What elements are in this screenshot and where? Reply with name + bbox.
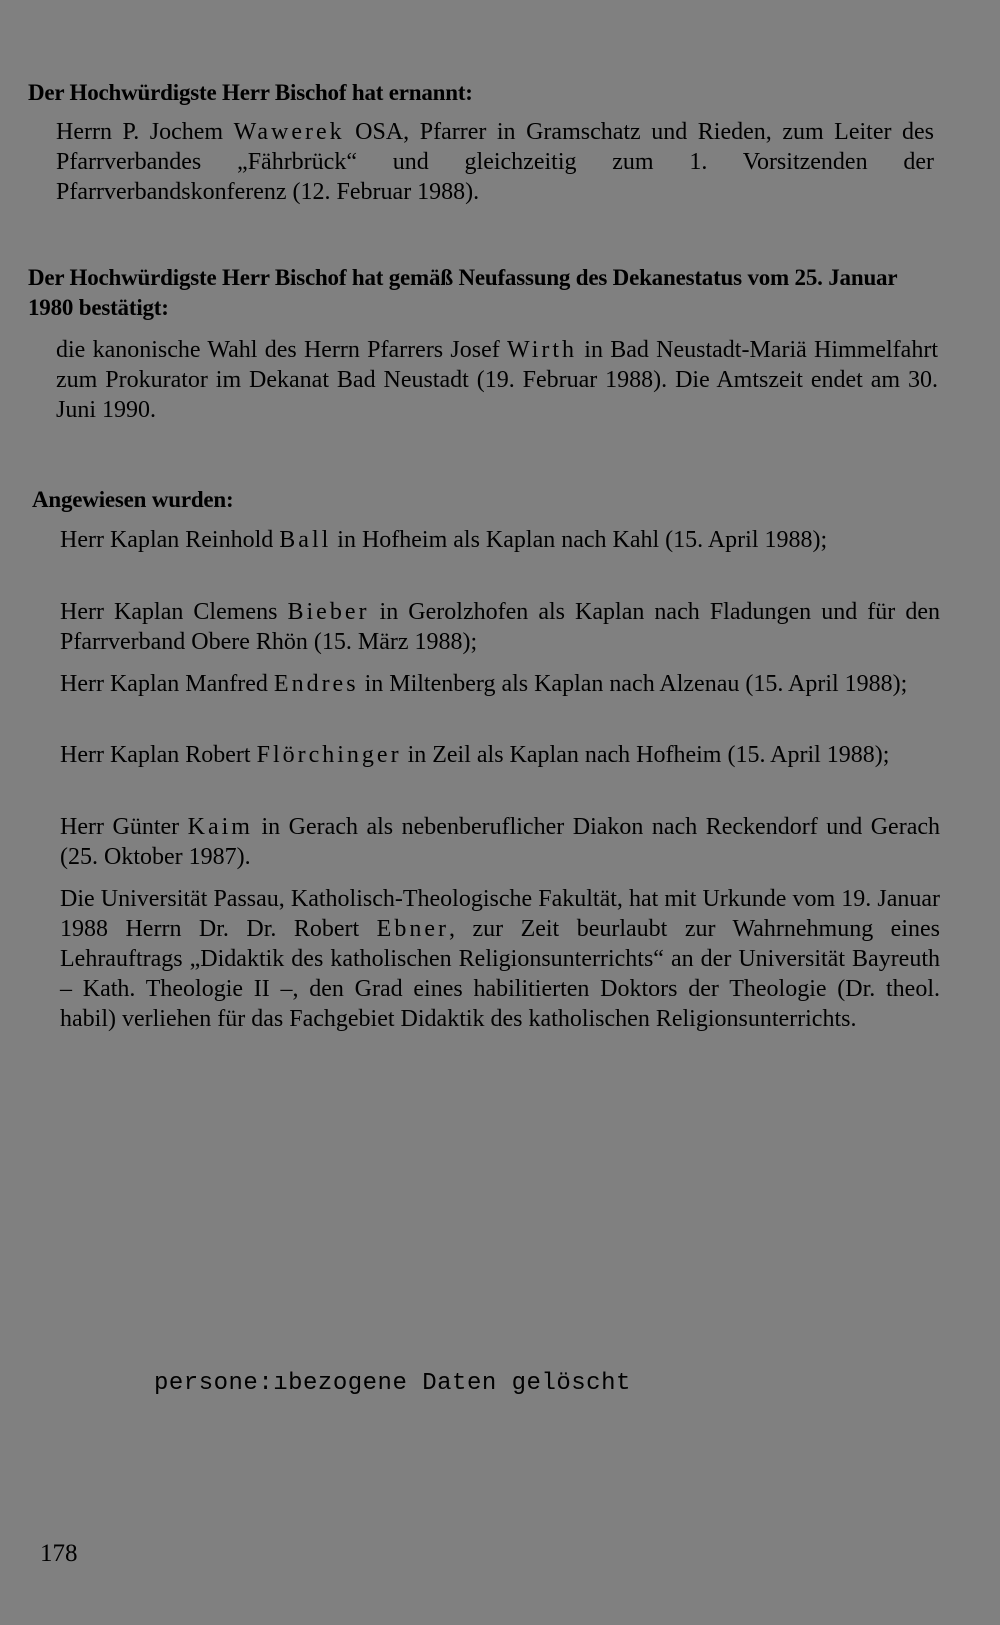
section-1-heading: Der Hochwürdigste Herr Bischof hat ernannt:	[28, 80, 473, 105]
entry-text-before: Herr Kaplan Clemens	[60, 599, 288, 625]
entry-text-after: in Hofheim als Kaplan nach Kahl (15. April 1988);	[331, 527, 828, 553]
entry-name: Kaim	[187, 814, 253, 840]
section-4-text-after: , zur Zeit beurlaubt zur Wahrnehmung eines Lehrauftrags „Didaktik des katholischen Religionsunterrichts“ an der Universität Bayreuth – Kath. Theologie II –, den Grad eines habilitierten Doktors der Theologie (Dr. theol. habil) verliehen für das Fachgebiet Didaktik des katholischen Religionsunterrichts.	[60, 916, 940, 1032]
entry-text-after: in Zeil als Kaplan nach Hofheim (15. April 1988);	[401, 742, 890, 768]
section-1-paragraph	[56, 117, 934, 207]
entry-text-before: Herr Kaplan Robert	[60, 742, 257, 768]
section-2-text-after: in Bad Neustadt-Mariä Himmelfahrt zum Prokurator im Dekanat Bad Neustadt (19. Februar 1988). Die Amtszeit endet am 30. Juni 1990.	[56, 337, 938, 423]
list-item-kaim	[60, 812, 940, 872]
section-4-name: Ebner	[376, 916, 449, 942]
entry-text-before: Herr Günter	[60, 814, 188, 840]
list-item-bieber	[60, 597, 940, 657]
section-4-paragraph	[60, 884, 940, 1034]
entry-name: Flörchinger	[256, 742, 402, 768]
list-item-floerchinger	[60, 740, 940, 770]
entry-name: Bieber	[287, 599, 370, 625]
section-1-text-before: Herrn P. Jochem	[56, 119, 234, 145]
section-4-text-before: Die Universität Passau, Katholisch-Theologische Fakultät, hat mit Urkunde vom 19. Januar 1988 Herrn Dr. Dr. Robert	[60, 886, 940, 942]
entry-text-after: in Gerolzhofen als Kaplan nach Fladungen und für den Pfarrverband Obere Rhön (15. März 1988);	[60, 599, 940, 655]
section-1-text-after: OSA, Pfarrer in Gramschatz und Rieden, zum Leiter des Pfarrverbandes „Fährbrück“ und gleichzeitig zum 1. Vorsitzenden der Pfarrverbandskonferenz (12. Februar 1988).	[56, 119, 935, 205]
section-2-name: Wirth	[507, 337, 578, 363]
entry-text-before: Herr Kaplan Manfred	[60, 671, 274, 697]
section-1-name: Wawerek	[233, 119, 345, 145]
entry-text-after: in Gerach als nebenberuflicher Diakon nach Reckendorf und Gerach (25. Oktober 1987).	[60, 814, 940, 870]
section-2-text-before: die kanonische Wahl des Herrn Pfarrers Josef	[56, 337, 507, 363]
redaction-note: persone:ıbezogene Daten gelöscht	[154, 1370, 631, 1397]
entry-name: Endres	[273, 671, 359, 697]
list-item-ball	[60, 525, 940, 555]
entry-name: Ball	[279, 527, 332, 553]
entry-text-after: in Miltenberg als Kaplan nach Alzenau (15. April 1988);	[358, 671, 908, 697]
entry-text-before: Herr Kaplan Reinhold	[60, 527, 280, 553]
list-item-endres	[60, 669, 940, 699]
section-2-paragraph	[56, 335, 938, 425]
page-number: 178	[40, 1540, 78, 1567]
section-2-heading: Der Hochwürdigste Herr Bischof hat gemäß Neufassung des Dekanestatus vom 25. Januar 1980 bestätigt:	[28, 265, 897, 320]
section-3-heading: Angewiesen wurden:	[32, 487, 234, 512]
